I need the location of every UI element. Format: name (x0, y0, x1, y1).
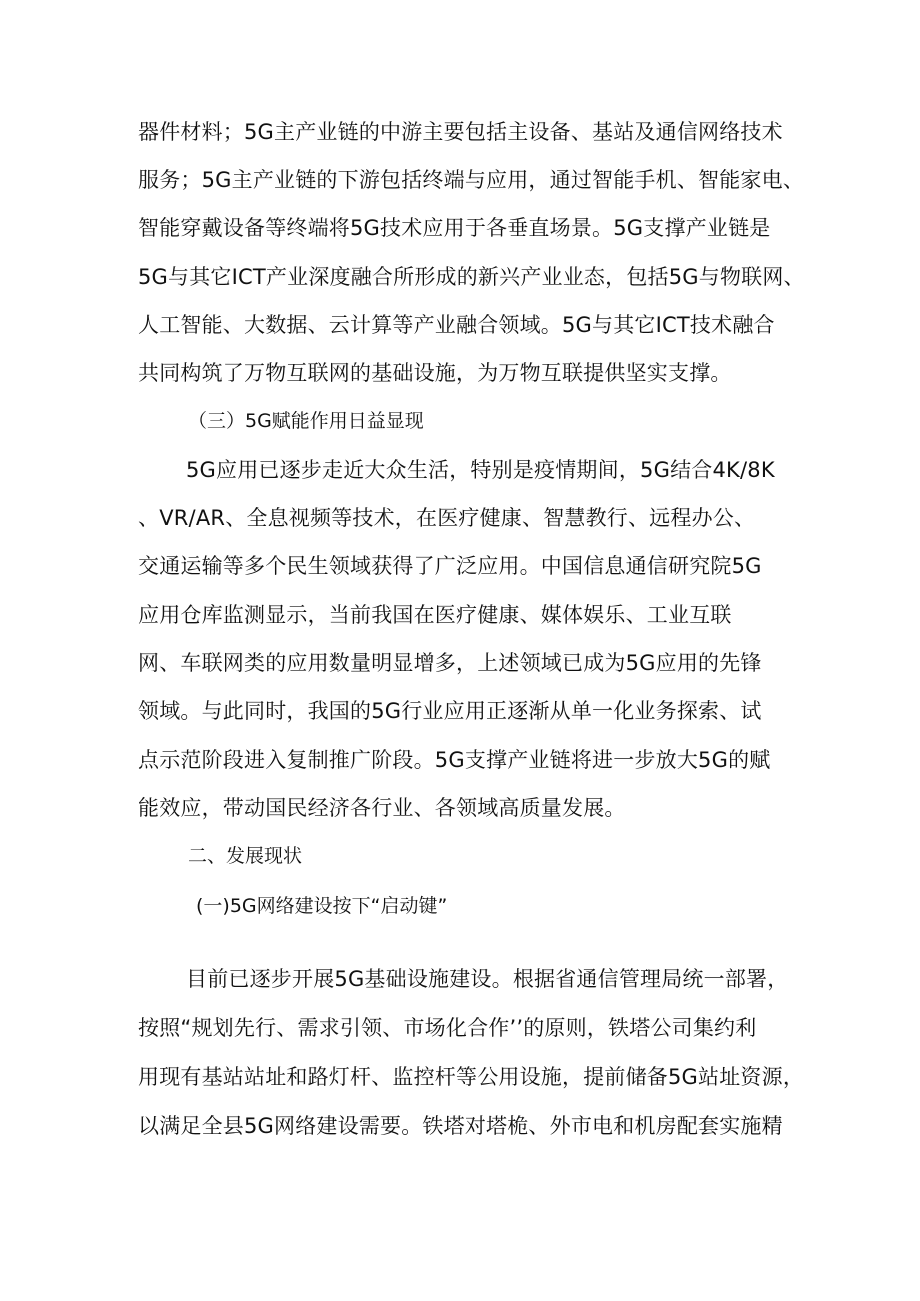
text-line: 人工智能、大数据、云计算等产业融合领域。5G与其它ICT技术融合 (138, 313, 775, 337)
text-line: 器件材料；5G主产业链的中游主要包括主设备、基站及通信网络技术 (138, 120, 783, 144)
text-line: 服务；5G主产业链的下游包括终端与应用，通过智能手机、智能家电、 (138, 168, 805, 192)
text-line: 应用仓库监测显示，当前我国在医疗健康、媒体娱乐、工业互联 (138, 603, 732, 627)
text-line: 按照“规划先行、需求引领、市场化合作’’的原则，铁塔公司集约利 (138, 1016, 757, 1040)
text-line: 目前已逐步开展5G基础设施建设。根据省通信管理局统一部署， (186, 967, 789, 991)
text-line: 领域。与此同时，我国的5G行业应用正逐渐从单一化业务探索、试 (138, 699, 762, 723)
text-line: 5G应用已逐步走近大众生活，特别是疫情期间，5G结合4K/8K (186, 458, 775, 482)
text-line: 智能穿戴设备等终端将5G技术应用于各垂直场景。5G支撑产业链是 (138, 216, 771, 240)
text-line: 网、车联网类的应用数量明显增多，上述领域已成为5G应用的先锋 (138, 651, 762, 675)
text-line: 交通运输等多个民生领域获得了广泛应用。中国信息通信研究院5G (138, 554, 762, 578)
text-line: 共同构筑了万物互联网的基础设施，为万物互联提供坚实支撑。 (138, 361, 732, 385)
text-line: 能效应，带动国民经济各行业、各领域高质量发展。 (138, 796, 626, 820)
text-line: 用现有基站站址和路灯杆、监控杆等公用设施，提前储备5G站址资源， (138, 1065, 805, 1089)
text-line: 点示范阶段进入复制推广阶段。5G支撑产业链将进一步放大5G的赋 (138, 748, 771, 772)
text-line: 、VR/AR、全息视频等技术，在医疗健康、智慧教行、远程办公、 (138, 506, 756, 530)
section-heading-development-status: 二、发展现状 (188, 845, 303, 867)
text-line: 5G与其它ICT产业深度融合所形成的新兴产业业态，包括5G与物联网、 (138, 265, 805, 289)
subheading-5g-network-construction: (一)5G网络建设按下“启动键” (196, 895, 448, 917)
text-line: 以满足全县5G网络建设需要。铁塔对塔桅、外市电和机房配套实施精 (138, 1114, 783, 1138)
subheading-5g-empowerment: （三）5G赋能作用日益显现 (188, 410, 424, 432)
